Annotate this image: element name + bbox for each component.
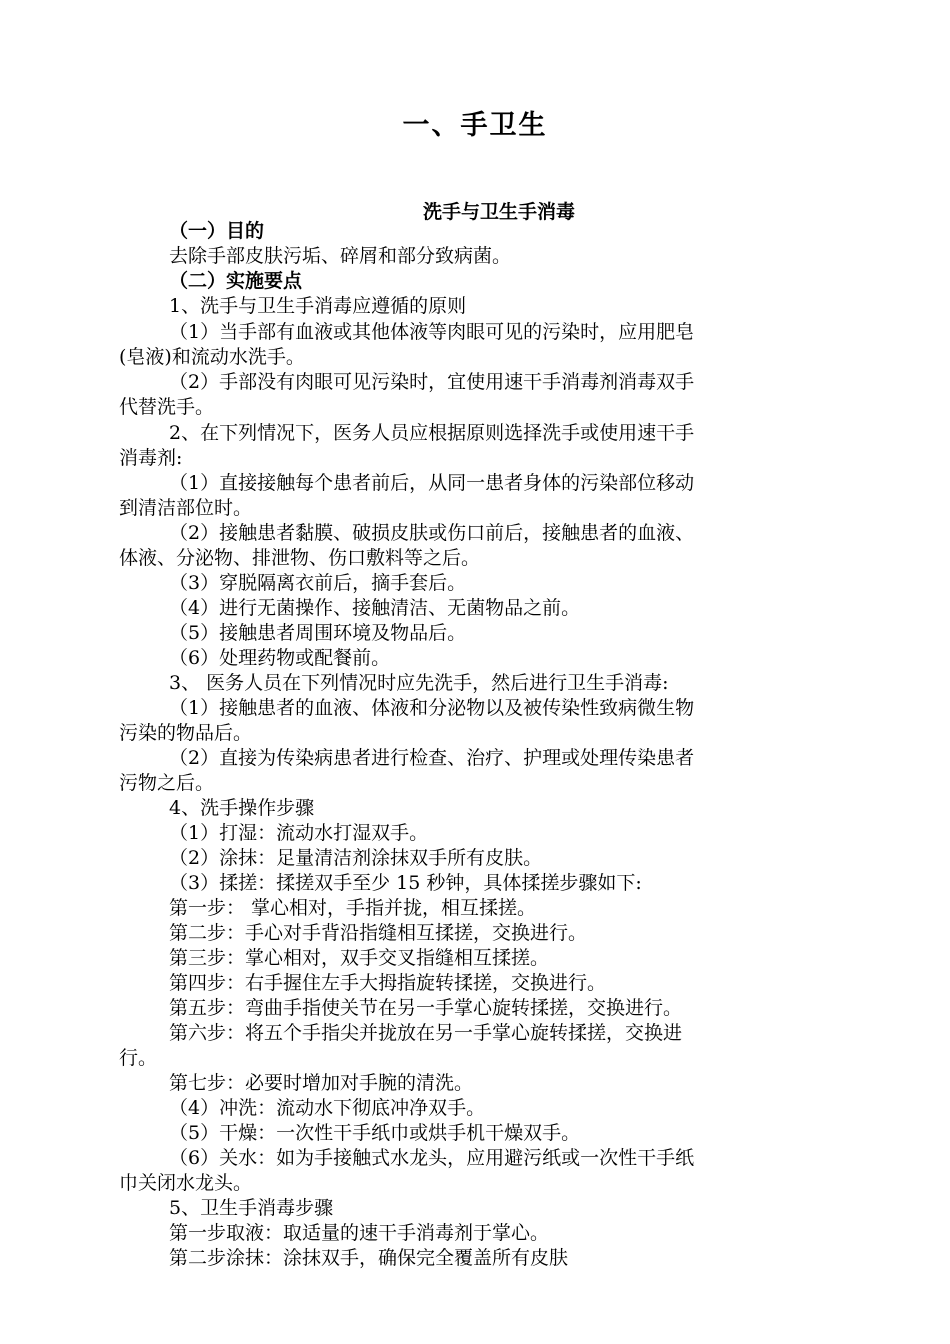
section-subtitle: 洗手与卫生手消毒: [422, 201, 575, 223]
step-line: 第二步涂抹：涂抹双手，确保完全覆盖所有皮肤: [169, 1247, 569, 1269]
paragraph-line: 消毒剂:: [119, 447, 183, 469]
paragraph-line: （2）手部没有肉眼可见污染时，宜使用速干手消毒剂消毒双手: [169, 371, 695, 393]
paragraph-line: 污物之后。: [119, 772, 215, 794]
step-line: 第七步：必要时增加对手腕的清洗。: [169, 1072, 474, 1094]
heading-purpose: （一）目的: [169, 220, 265, 242]
paragraph-line: 到清洁部位时。: [119, 497, 253, 519]
paragraph-line: 污染的物品后。: [119, 722, 253, 744]
paragraph-line: （6）处理药物或配餐前。: [169, 647, 391, 669]
paragraph-line: （1）当手部有血液或其他体液等肉眼可见的污染时，应用肥皂: [169, 321, 695, 343]
step-line: 第五步：弯曲手指使关节在另一手掌心旋转揉搓，交换进行。: [169, 997, 683, 1019]
list-heading: 2、在下列情况下，医务人员应根据原则选择洗手或使用速干手: [169, 422, 695, 444]
paragraph-line: 巾关闭水龙头。: [119, 1172, 253, 1194]
step-line: 第一步： 掌心相对，手指并拢，相互揉搓。: [169, 897, 537, 919]
step-line: 第六步：将五个手指尖并拢放在另一手掌心旋转揉搓，交换进: [169, 1022, 683, 1044]
paragraph-line: (皂液)和流动水洗手。: [119, 346, 305, 368]
list-heading: 3、 医务人员在下列情况时应先洗手，然后进行卫生手消毒:: [169, 672, 669, 694]
paragraph-line: （3）揉搓：揉搓双手至少 15 秒钟，具体揉搓步骤如下:: [169, 872, 642, 894]
list-heading: 4、洗手操作步骤: [169, 797, 315, 819]
paragraph-line: （2）接触患者黏膜、破损皮肤或伤口前后，接触患者的血液、: [169, 522, 695, 544]
paragraph-line: （4）冲洗：流动水下彻底冲净双手。: [169, 1097, 486, 1119]
step-line: 第一步取液：取适量的速干手消毒剂于掌心。: [169, 1222, 550, 1244]
paragraph-line: （6）关水：如为手接触式水龙头，应用避污纸或一次性干手纸: [169, 1147, 695, 1169]
step-line: 行。: [119, 1047, 158, 1069]
paragraph-line: （4）进行无菌操作、接触清洁、无菌物品之前。: [169, 597, 581, 619]
paragraph-line: （2）涂抹：足量清洁剂涂抹双手所有皮肤。: [169, 847, 543, 869]
paragraph-line: （5）接触患者周围环境及物品后。: [169, 622, 467, 644]
list-heading: 1、洗手与卫生手消毒应遵循的原则: [169, 295, 467, 317]
step-line: 第二步：手心对手背沿指缝相互揉搓，交换进行。: [169, 922, 588, 944]
paragraph-line: （1）接触患者的血液、体液和分泌物以及被传染性致病微生物: [169, 697, 695, 719]
paragraph-line: 去除手部皮肤污垢、碎屑和部分致病菌。: [169, 245, 512, 267]
heading-key-points: （二）实施要点: [169, 270, 303, 292]
step-line: 第四步：右手握住左手大拇指旋转揉搓，交换进行。: [169, 972, 607, 994]
list-heading: 5、卫生手消毒步骤: [169, 1197, 334, 1219]
paragraph-line: 体液、分泌物、排泄物、伤口敷料等之后。: [119, 547, 481, 569]
paragraph-line: （2）直接为传染病患者进行检查、治疗、护理或处理传染患者: [169, 747, 695, 769]
paragraph-line: （1）直接接触每个患者前后，从同一患者身体的污染部位移动: [169, 472, 695, 494]
paragraph-line: 代替洗手。: [119, 396, 215, 418]
paragraph-line: （3）穿脱隔离衣前后，摘手套后。: [169, 572, 467, 594]
page-title: 一、手卫生: [402, 110, 548, 141]
paragraph-line: （5）干燥：一次性干手纸巾或烘手机干燥双手。: [169, 1122, 581, 1144]
paragraph-line: （1）打湿：流动水打湿双手。: [169, 822, 429, 844]
step-line: 第三步：掌心相对，双手交叉指缝相互揉搓。: [169, 947, 550, 969]
